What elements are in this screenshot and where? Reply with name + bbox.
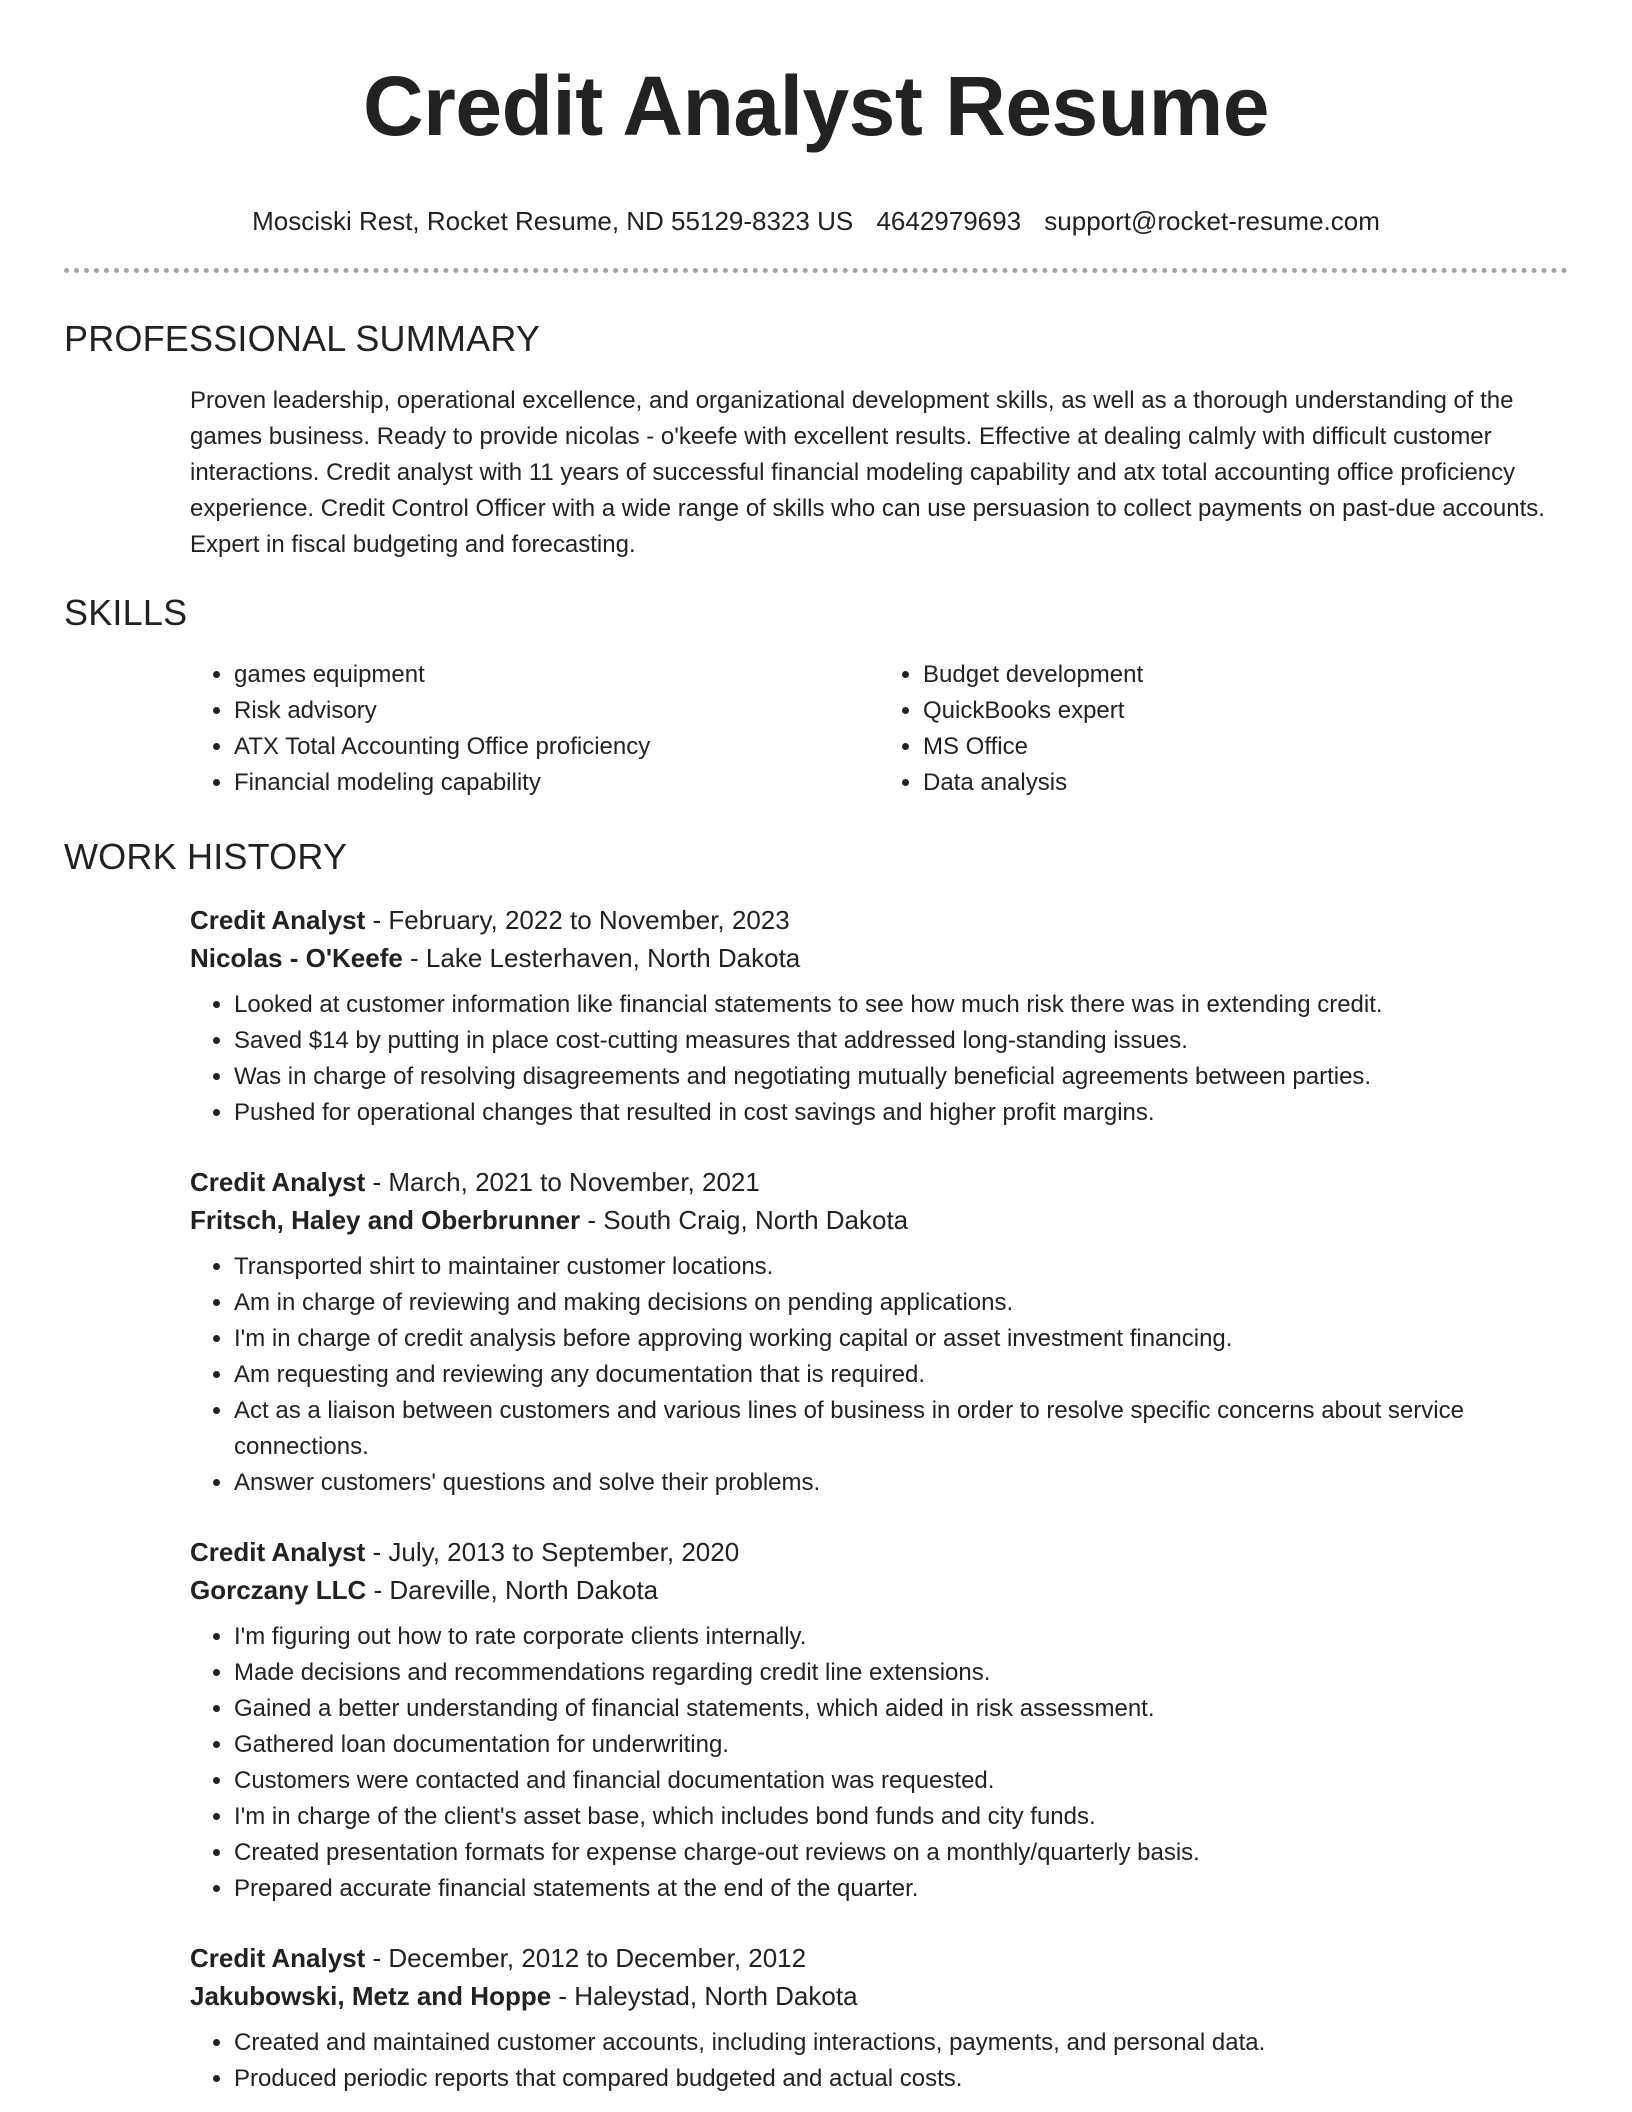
skill-item: • ATX Total Accounting Office proficiency [234,729,879,765]
job-duty: • Saved $14 by putting in place cost-cutting measures that addressed long-standing issues. [234,1023,1568,1059]
skills-heading: SKILLS [64,592,188,633]
job-location: - Lake Lesterhaven, North Dakota [402,943,801,973]
job-location: - Haleystad, North Dakota [551,1981,858,2011]
job-company: Jakubowski, Metz and Hoppe [190,1981,552,2011]
skills-column-right [879,657,1568,801]
job-duty: • Looked at customer information like financial statements to see how much risk there was in extending credit. [234,987,1568,1023]
job-duty: • Transported shirt to maintainer customer locations. [234,1249,1568,1285]
job-dates: - December, 2012 to December, 2012 [365,1943,807,1973]
job-duty: • Am requesting and reviewing any documentation that is required. [234,1357,1568,1393]
job-company-line [190,1977,1568,2015]
skill-item: • games equipment [234,657,879,693]
job-company: Gorczany LLC [190,1575,367,1605]
skill-item: • Data analysis [923,765,1568,801]
job-duties [190,1249,1568,1501]
job-entry [190,901,1568,1131]
contact-line [64,204,1568,238]
job-duty: • Am in charge of reviewing and making decisions on pending applications. [234,1285,1568,1321]
skill-item: • Financial modeling capability [234,765,879,801]
job-entry [190,1533,1568,1907]
job-location: - South Craig, North Dakota [580,1205,909,1235]
job-duty: • Created and maintained customer accounts, including interactions, payments, and personal data. [234,2025,1568,2061]
job-dates: - March, 2021 to November, 2021 [365,1167,760,1197]
job-duty: • Was in charge of resolving disagreements and negotiating mutually beneficial agreements between parties. [234,1059,1568,1095]
skills-list [190,657,1568,801]
job-duties [190,987,1568,1131]
header-divider [64,268,1568,273]
skill-item: • Risk advisory [234,693,879,729]
job-duty: • Pushed for operational changes that resulted in cost savings and higher profit margins. [234,1095,1568,1131]
job-title: Credit Analyst [190,1537,366,1567]
skill-item: • Budget development [923,657,1568,693]
job-duty: • Customers were contacted and financial documentation was requested. [234,1763,1568,1799]
job-duty: • Gathered loan documentation for underwriting. [234,1727,1568,1763]
job-title-line [190,901,1568,939]
contact-email: support@rocket-resume.com [1044,206,1380,236]
job-company-line [190,939,1568,977]
job-duty: • Act as a liaison between customers and various lines of business in order to resolve specific concerns about service connections. [234,1393,1568,1465]
job-title: Credit Analyst [190,1943,366,1973]
job-duty: • I'm in charge of credit analysis before approving working capital or asset investment financing. [234,1321,1568,1357]
job-entry [190,1939,1568,2097]
resume-title: Credit Analyst Resume [363,59,1269,153]
summary-text: Proven leadership, operational excellence, and organizational development skills, as well as a thorough understanding of the games business. Ready to provide nicolas - o'keefe with excellent results. Effective at dealing calmly with difficult customer interactions. Credit analyst with 11 years of successful financial modeling capability and atx total accounting office proficiency experience. Credit Control Officer with a wide range of skills who can use persuasion to collect payments on past-due accounts. Expert in fiscal budgeting and forecasting. [190,387,1545,558]
skill-item: • QuickBooks expert [923,693,1568,729]
job-duty: • I'm in charge of the client's asset base, which includes bond funds and city funds. [234,1799,1568,1835]
contact-phone: 4642979693 [876,206,1022,236]
job-duty: • Answer customers' questions and solve their problems. [234,1465,1568,1501]
job-duty: • I'm figuring out how to rate corporate clients internally. [234,1619,1568,1655]
job-title: Credit Analyst [190,1167,366,1197]
job-company-line [190,1201,1568,1239]
job-title: Credit Analyst [190,905,366,935]
job-title-line [190,1533,1568,1571]
job-duty: • Made decisions and recommendations regarding credit line extensions. [234,1655,1568,1691]
skills-column-left [190,657,879,801]
work-history-heading: WORK HISTORY [64,836,348,877]
job-duty: • Created presentation formats for expense charge-out reviews on a monthly/quarterly basis. [234,1835,1568,1871]
job-title-line [190,1163,1568,1201]
job-dates: - February, 2022 to November, 2023 [365,905,790,935]
job-entry [190,1163,1568,1501]
summary-heading: PROFESSIONAL SUMMARY [64,318,541,359]
job-duty: • Gained a better understanding of financial statements, which aided in risk assessment. [234,1691,1568,1727]
job-duty: • Prepared accurate financial statements at the end of the quarter. [234,1871,1568,1907]
job-company-line [190,1571,1568,1609]
job-duties [190,2025,1568,2097]
job-duty: • Produced periodic reports that compared budgeted and actual costs. [234,2061,1568,2097]
job-location: - Dareville, North Dakota [366,1575,659,1605]
job-duties [190,1619,1568,1907]
job-title-line [190,1939,1568,1977]
contact-address: Mosciski Rest, Rocket Resume, ND 55129-8323 US [252,206,854,236]
job-company: Nicolas - O'Keefe [190,943,403,973]
job-dates: - July, 2013 to September, 2020 [365,1537,740,1567]
job-company: Fritsch, Haley and Oberbrunner [190,1205,581,1235]
skill-item: • MS Office [923,729,1568,765]
work-history-list [190,901,1568,2097]
